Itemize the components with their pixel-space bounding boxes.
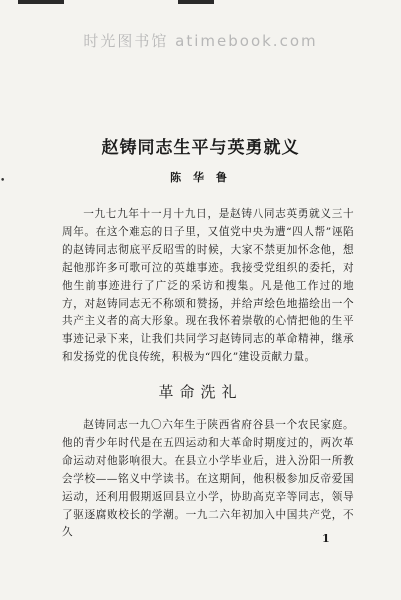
- section-paragraph-block: [62, 417, 354, 542]
- intro-paragraph-block: [62, 206, 354, 367]
- page-number: 1: [322, 532, 330, 545]
- margin-mark: •: [0, 176, 6, 186]
- page-title: 赵铸同志生平与英勇就义: [101, 138, 300, 158]
- scan-edge-right: [178, 0, 214, 4]
- intro-paragraph: 一九七九年十一月十九日，是赵铸八同志英勇就义三十周年。在这个难忘的日子里，又值党中央为遭“四人帮”诬陷的赵铸同志彻底平反昭雪的时候，大家不禁更加怀念他，想起他那许多可歌可泣的英雄事迹。我接受党组织的委托，对他生前事迹进行了广泛的采访和搜集。凡是他工作过的地方，对赵铸同志无不称颂和赞扬，并给声绘色地描绘出一个共产主义者的高大形象。现在我怀着崇敬的心情把他的生平事迹记录下来，让我们共同学习赵铸同志的革命精神，继承和发扬党的优良传统，积极为“四化”建设贡献力量。: [62, 208, 354, 364]
- scan-edge-left: [18, 0, 64, 4]
- watermark: 时光图书馆 atimebook.com: [83, 32, 318, 50]
- section-paragraph: 赵铸同志一九〇六年生于陕西省府谷县一个农民家庭。他的青少年时代是在五四运动和大革命时期度过的，两次革命运动对他影响很大。在县立小学毕业后，进入汾阳一所教会学校——铭义中学读书。在这期间，他积极参加反帝爱国运动，还利用假期返回县立小学，协助高克辛等同志，领导了驱逐腐败校长的学潮。一九二六年初加入中国共产党，不久: [62, 419, 354, 539]
- author: 陈 华 鲁: [170, 171, 231, 184]
- section-heading: 革命洗礼: [158, 383, 243, 401]
